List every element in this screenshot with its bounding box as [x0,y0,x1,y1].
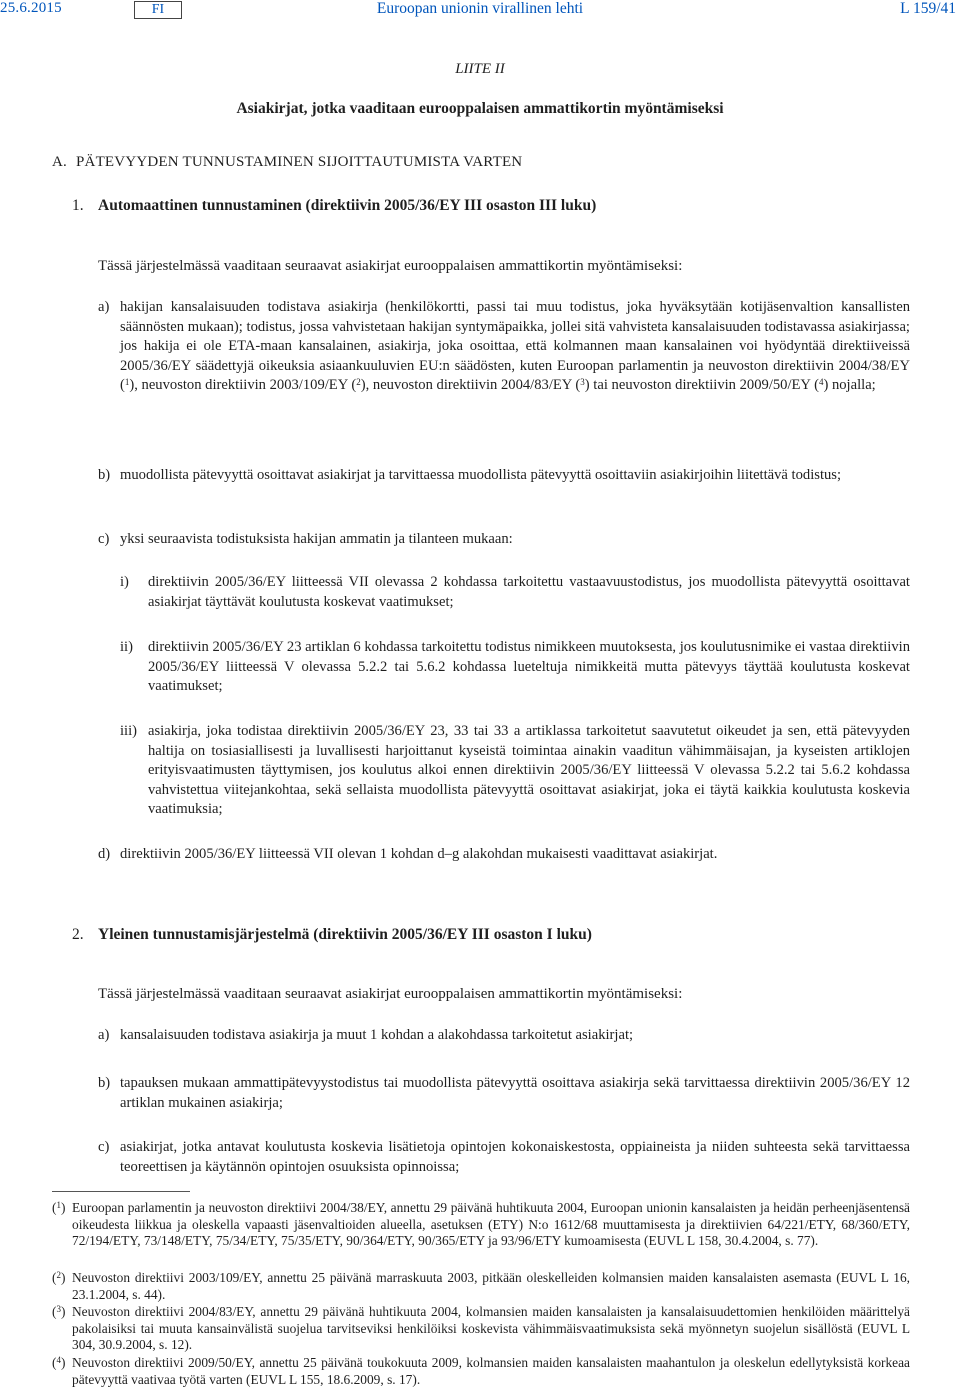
footnote-ref: 4 [818,377,824,388]
item-text-segment: ) nojalla; [823,377,876,394]
item-text: asiakirjat, jotka antavat koulutusta koskevia lisätietoja opintojen kokonaiskestosta, oppiaineista ja niiden suhteesta sekä tarvittaessa teoreettisen ja käytännön opintojen osuuksista opinnoissa; [120,1139,910,1175]
part-2-item-b [98,1074,910,1113]
part-1-item-a [98,298,910,396]
part-1-item-c-iii [120,722,910,820]
footnote-text: Neuvoston direktiivi 2003/109/EY, annettu 25 päivänä marraskuuta 2003, pitkään oleskelleiden kolmansien maiden kansalaisten asemasta (EUVL L 16, 23.1.2004, s. 44). [72,1270,910,1302]
item-label: c) [98,531,110,547]
part-1-item-c-ii [120,638,910,697]
part-2-heading [72,926,592,944]
part-1-heading [72,197,596,215]
footnote-2 [52,1270,910,1303]
section-a-label: A. [52,154,67,170]
footnote-text: Euroopan parlamentin ja neuvoston direktiivi 2004/38/EY, annettu 29 päivänä huhtikuuta 2004, Euroopan unionin kansalaisten ja heidän perheenjäsentensä oikeudesta liikkua ja oleskella vapaasti jäsenvaltioiden alueella, asetuksen (ETY) N:o 1612/68 muuttamisesta ja direktiivien 64/221/ETY, 68/360/ETY, 72/194/ETY, 73/148/ETY, 75/34/ETY, 75/35/ETY, 90/364/ETY, 90/365/ETY ja 93/96/ETY kumoamisesta (EUVL L 158, 30.4.2004, s. 77). [72,1200,910,1249]
item-text: direktiivin 2005/36/EY liitteessä VII olevan 1 kohdan d–g alakohdan mukaisesti vaadittavat asiakirjat. [120,846,718,862]
item-text-segment: ), neuvoston direktiivin 2003/109/EY ( [129,377,357,394]
header-journal-title: Euroopan unionin virallinen lehti [376,0,584,17]
sub-item-label: ii) [120,639,133,655]
footnote-text: Neuvoston direktiivi 2004/83/EY, annettu 29 päivänä huhtikuuta 2004, kolmansien maiden kansalaisten ja kansalaisuudettomien henkilöiden määrittelyä pakolaisiksi tai muuta kansainvälistä suojelua tarvitseviksi henkilöiksi koskevista vähimmäisvaatimuksista sekä myönnetyn suojelun sisällöstä (EUVL L 304, 30.9.2004, s. 12). [72,1304,910,1353]
part-2-item-a [98,1026,910,1046]
item-text: muodollista pätevyyttä osoittavat asiakirjat ja tarvittaessa muodollista pätevyyttä osoittaviin asiakirjoihin liitettävä todistus; [120,467,842,483]
header-page-number: L 159/41 [900,0,956,17]
part-1-title: Automaattinen tunnustaminen (direktiivin 2005/36/EY III osaston III luku) [98,197,597,214]
sub-item-label: i) [120,574,129,590]
footnote-text: Neuvoston direktiivi 2009/50/EY, annettu 25 päivänä toukokuuta 2009, kolmansien maiden kansalaisten maahantulon ja oleskelun edellytyksistä korkeaa pätevyyttä vaativaa työtä varten (EUVL L 155, 18.6.2009, s. 17). [72,1355,910,1387]
part-1-number: 1. [72,197,84,214]
item-label: b) [98,1075,111,1091]
header-language-box: FI [134,1,182,19]
part-1-item-b [98,466,910,486]
sub-item-text: direktiivin 2005/36/EY liitteessä VII olevassa 2 kohdassa tarkoitettu vastaavuustodistus, jos muodollista pätevyyttä osoittavat asiakirjat täyttävät koulutusta koskevat vaatimukset; [148,574,910,610]
item-label: c) [98,1139,110,1155]
item-text: tapauksen mukaan ammattipätevyystodistus tai muodollista pätevyyttä osoittava asiakirja sekä tarvittaessa direktiivin 2005/36/EY 12 artiklan mukainen asiakirja; [120,1075,910,1111]
footnote-ref: 2 [356,377,361,388]
footnote-ref: 1 [124,377,130,388]
section-a-text: PÄTEVYYDEN TUNNUSTAMINEN SIJOITTAUTUMISTA VARTEN [76,154,523,170]
footnote-4 [52,1355,910,1388]
item-label: a) [98,299,110,315]
footnote-label: ($^4$) [52,1355,66,1370]
part-2-intro: Tässä järjestelmässä vaaditaan seuraavat asiakirjat eurooppalaisen ammattikortin myöntämiseksi: [98,986,683,1002]
document-title: Asiakirjat, jotka vaaditaan eurooppalaisen ammattikortin myöntämiseksi [236,100,724,117]
footnote-label: ($^3$) [52,1304,66,1319]
footnote-label: ($^2$) [52,1270,66,1285]
sub-item-text: asiakirja, joka todistaa direktiivin 2005/36/EY 23, 33 tai 33 a artiklassa tarkoitetut saavutetut oikeudet ja sen, että pätevyyden haltija on tosiasiallisesti ja luvallisesti harjoittanut kyseistä toimintaa ainakin vaaditun vähimmäisajan, ja kyseisten artiklojen erityisvaatimusten täyttymisen, jos koulutus alkoi ennen direktiivin 2005/36/EY liitteessä V olevassa 5.2.2 tai 5.6.2 kohdassa vahvistettua viitejankohtaa, sekä sellaista muodollista pätevyyttä osoittavat asiakirjat, joka ei täytä kaikkia koulutusta koskevia vaatimuksia; [148,723,910,818]
part-2-title: Yleinen tunnustamisjärjestelmä (direktiivin 2005/36/EY III osaston I luku) [98,926,592,943]
item-text: kansalaisuuden todistava asiakirja ja muut 1 kohdan a alakohdassa tarkoitetut asiakirjat; [120,1027,634,1043]
item-text-segment: hakijan kansalaisuuden todistava asiakirja (henkilökortti, passi tai muu todistus, joka hyväksytään kotijäsenvaltion kansallisten säännösten mukaan); todistus, jossa vahvistetaan hakijan syntymäpaikka, jollei sitä vahvisteta kansalaisuuden todistavassa asiakirjassa; jos hakija ei ole ETA-maan kansalainen, asiakirja, joka osoittaa, että kolmannen maan kansalainen voi hyödyntää direktiiveissä 2005/36/EY säädettyjä oikeuksia asiaankuuluvien EU:n säädösten, kuten Euroopan parlamentin ja neuvoston direktiivin 2004/38/EY ( [120,299,910,394]
item-text-segment: ), neuvoston direktiivin 2004/83/EY ( [360,377,581,394]
sub-item-text: direktiivin 2005/36/EY 23 artiklan 6 kohdassa tarkoitettu todistus nimikkeen muutoksesta, jos koulutusnimike ei vastaa direktiivin 2005/36/EY liitteessä V olevassa 5.2.2 tai 5.6.2 kohdassa lueteltuja nimikkeitä mutta pätevyys täyttää koulutusta koskevat vaatimukset; [148,639,910,695]
footnote-1 [52,1200,910,1250]
part-1-item-c [98,530,910,550]
item-label: d) [98,846,111,862]
item-text [120,298,910,396]
header-date: 25.6.2015 [0,0,62,16]
item-text: yksi seuraavista todistuksista hakijan ammatin ja tilanteen mukaan: [120,531,513,547]
footnote-separator [52,1191,190,1192]
sub-item-label: iii) [120,723,138,739]
footnote-ref: 3 [580,377,585,388]
annex-label: LIITE II [455,61,505,77]
part-1-intro: Tässä järjestelmässä vaaditaan seuraavat asiakirjat eurooppalaisen ammattikortin myöntämiseksi: [98,258,683,274]
page-header [0,0,960,22]
part-1-item-d [98,845,910,865]
footnote-label: ($^1$) [52,1200,66,1215]
part-2-number: 2. [72,926,84,943]
item-label: a) [98,1027,110,1043]
item-text-segment: ) tai neuvoston direktiivin 2009/50/EY ( [584,377,819,394]
section-a-heading [52,154,522,171]
footnote-3 [52,1304,910,1354]
part-1-item-c-i [120,573,910,612]
part-2-item-c [98,1138,910,1177]
item-label: b) [98,467,111,483]
